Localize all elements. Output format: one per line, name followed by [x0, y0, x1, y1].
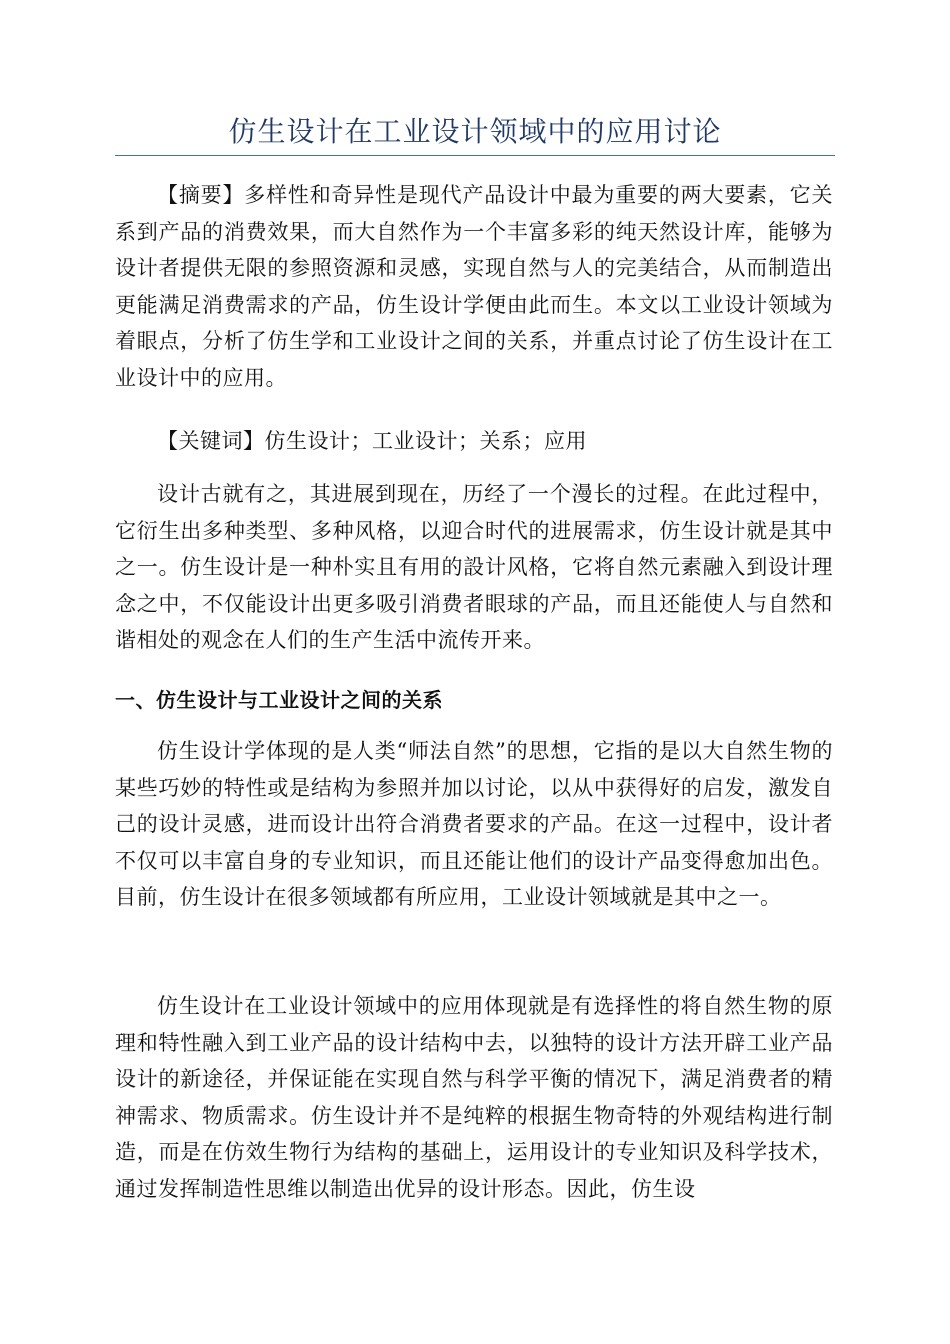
- title-underline: [115, 155, 835, 156]
- abstract-paragraph: 【摘要】多样性和奇异性是现代产品设计中最为重要的两大要素，它关系到产品的消费效果，而大自然作为一个丰富多彩的纯天然设计库，能够为设计者提供无限的参照资源和灵感，实现自然与人的完美结合，从而制造出更能满足消费需求的产品，仿生设计学便由此而生。本文以工业设计领域为着眼点，分析了仿生学和工业设计之间的关系，并重点讨论了仿生设计在工业设计中的应用。: [115, 183, 833, 390]
- intro-paragraph: 设计古就有之，其进展到现在，历经了一个漫长的过程。在此过程中，它衍生出多种类型、多种风格，以迎合时代的进展需求，仿生设计就是其中之一。仿生设计是一种朴实且有用的設计风格，它将自然元素融入到设计理念之中，不仅能设计出更多吸引消费者眼球的产品，而且还能使人与自然和谐相处的观念在人们的生产生活中流传开来。: [115, 482, 833, 652]
- body-paragraph: 仿生设计在工业设计领域中的应用体现就是有选择性的将自然生物的原理和特性融入到工业产品的设计结构中去，以独特的设计方法开辟工业产品设计的新途径，并保证能在实现自然与科学平衡的情况下，满足消费者的精神需求、物质需求。仿生设计并不是纯粹的根据生物奇特的外观结构进行制造，而是在仿效生物行为结构的基础上，运用设计的专业知识及科学技术，通过发挥制造性思维以制造出优异的设计形态。因此，仿生设: [115, 994, 833, 1201]
- document-title: 仿生设计在工业设计领域中的应用讨论: [228, 115, 722, 148]
- keywords-paragraph: 【关键词】仿生设计；工业设计；关系；应用: [157, 429, 587, 453]
- body-paragraph: 仿生设计学体现的是人类“师法自然”的思想，它指的是以大自然生物的某些巧妙的特性或是结构为参照并加以讨论，以从中获得好的启发，激发自己的设计灵感，进而设计出符合消费者要求的产品。在这一过程中，设计者不仅可以丰富自身的专业知识，而且还能让他们的设计产品变得愈加出色。目前，仿生设计在很多领域都有所应用，工业设计领域就是其中之一。: [115, 739, 833, 909]
- section-heading: 一、仿生设计与工业设计之间的关系: [115, 688, 443, 712]
